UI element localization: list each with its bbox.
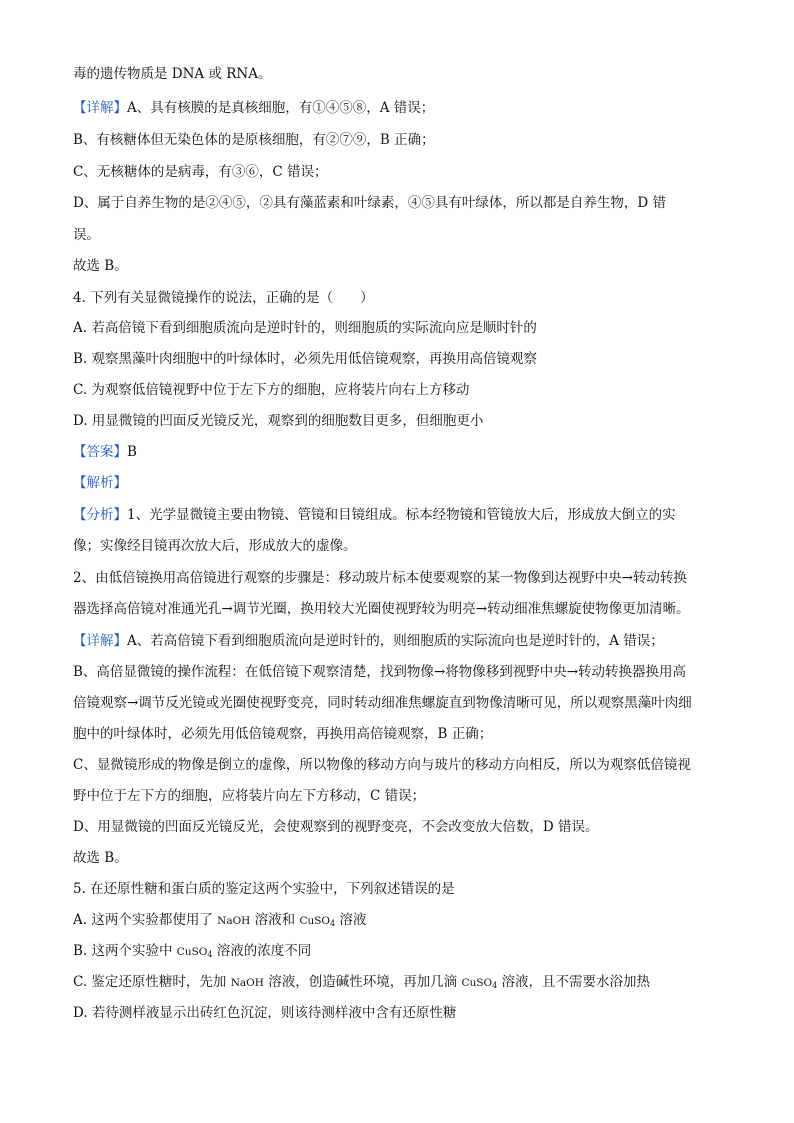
q5-stem: 5. 在还原性糖和蛋白质的鉴定这两个实验中，下列叙述错误的是: [73, 881, 455, 897]
q4-answer: [73, 442, 723, 462]
prev-intro: 毒的遗传物质是 DNA 或 RNA。: [73, 66, 272, 82]
detail-tag: 【详解】: [73, 100, 127, 116]
q4-fenxi-line4: 器选择高倍镜对准通光孔→调节光圈，换用较大光圈使视野较为明亮→转动细准焦螺旋使物像更加清晰。: [73, 601, 690, 617]
q5-option-a: A. 这两个实验都使用了 NaOH 溶液和 CuSO$_4$ 溶液: [73, 912, 367, 928]
q5-option-b: B. 这两个实验中 CuSO$_4$ 溶液的浓度不同: [73, 943, 312, 959]
q4-detail-c-line1: C、显微镜形成的物像是倒立的虚像，所以物像的移动方向与玻片的移动方向相反，所以为观察低倍镜视: [73, 757, 691, 773]
answer-value: B: [127, 444, 137, 460]
q4-detail-b-line3: 胞中的叶绿体时，必须先用低倍镜观察，再换用高倍镜观察，B 正确；: [73, 726, 493, 742]
q4-detail-a: 【详解】A、若高倍镜下看到细胞质流向是逆时针的，则细胞质的实际流向也是逆时针的，A 错误；: [73, 633, 664, 649]
q4-analysis-tag: 【解析】: [73, 475, 127, 491]
detail-tag: 【详解】: [73, 633, 127, 649]
prev-detail-d-line2: 误。: [73, 227, 100, 243]
q4-detail-b-line1: B、高倍显微镜的操作流程：在低倍镜下观察清楚，找到物像→将物像移到视野中央→转动转换器换用高: [73, 664, 687, 680]
q5-option-c: C. 鉴定还原性糖时，先加 NaOH 溶液，创造碱性环境，再加几滴 CuSO$_4$ 溶液，且不需要水浴加热: [73, 974, 651, 990]
q4-conclusion: 故选 B。: [73, 850, 128, 866]
q4-fenxi-line2: 像；实像经目镜再次放大后，形成放大的虚像。: [73, 538, 357, 554]
prev-detail-c: C、无核糖体的是病毒，有③⑥，C 错误；: [73, 164, 328, 180]
q4-detail-c-line2: 野中位于左下方的细胞，应将装片向左下方移动，C 错误；: [73, 788, 426, 804]
q4-detail-d: D、用显微镜的凹面反光镜反光，会使观察到的视野变亮，不会改变放大倍数，D 错误。: [73, 819, 599, 835]
q4-option-b: B. 观察黑藻叶肉细胞中的叶绿体时，必须先用低倍镜观察，再换用高倍镜观察: [73, 351, 538, 367]
q4-stem: 4. 下列有关显微镜操作的说法，正确的是（ ）: [73, 290, 374, 306]
fenxi-tag: 【分析】: [73, 507, 127, 523]
q4-detail-b-line2: 倍镜观察→调节反光镜或光圈使视野变亮，同时转动细准焦螺旋直到物像清晰可见，所以观察黑藻叶肉细: [73, 695, 692, 711]
answer-tag: 【答案】: [73, 444, 127, 460]
q4-option-d: D. 用显微镜的凹面反光镜反光，观察到的细胞数目更多，但细胞更小: [73, 413, 484, 429]
prev-detail-d-line1: D、属于自养生物的是②④⑤，②具有藻蓝素和叶绿素，④⑤具有叶绿体，所以都是自养生物，D 错: [73, 195, 666, 211]
q4-fenxi-line1: 【分析】1、光学显微镜主要由物镜、管镜和目镜组成。标本经物镜和管镜放大后，形成放大倒立的实: [73, 507, 676, 523]
q4-fenxi-line3: 2、由低倍镜换用高倍镜进行观察的步骤是：移动玻片标本使要观察的某一物像到达视野中央→转动转换: [73, 570, 687, 586]
q5-option-d: D. 若待测样液显示出砖红色沉淀，则该待测样液中含有还原性糖: [73, 1005, 457, 1021]
q4-option-a: A. 若高倍镜下看到细胞质流向是逆时针的，则细胞质的实际流向应是顺时针的: [73, 320, 537, 336]
q4-option-c: C. 为观察低倍镜视野中位于左下方的细胞，应将装片向右上方移动: [73, 382, 470, 398]
prev-detail-a: 【详解】A、具有核膜的是真核细胞，有①④⑤⑧，A 错误；: [73, 100, 435, 116]
prev-detail-b: B、有核糖体但无染色体的是原核细胞，有②⑦⑨，B 正确；: [73, 132, 435, 148]
prev-conclusion: 故选 B。: [73, 258, 128, 274]
